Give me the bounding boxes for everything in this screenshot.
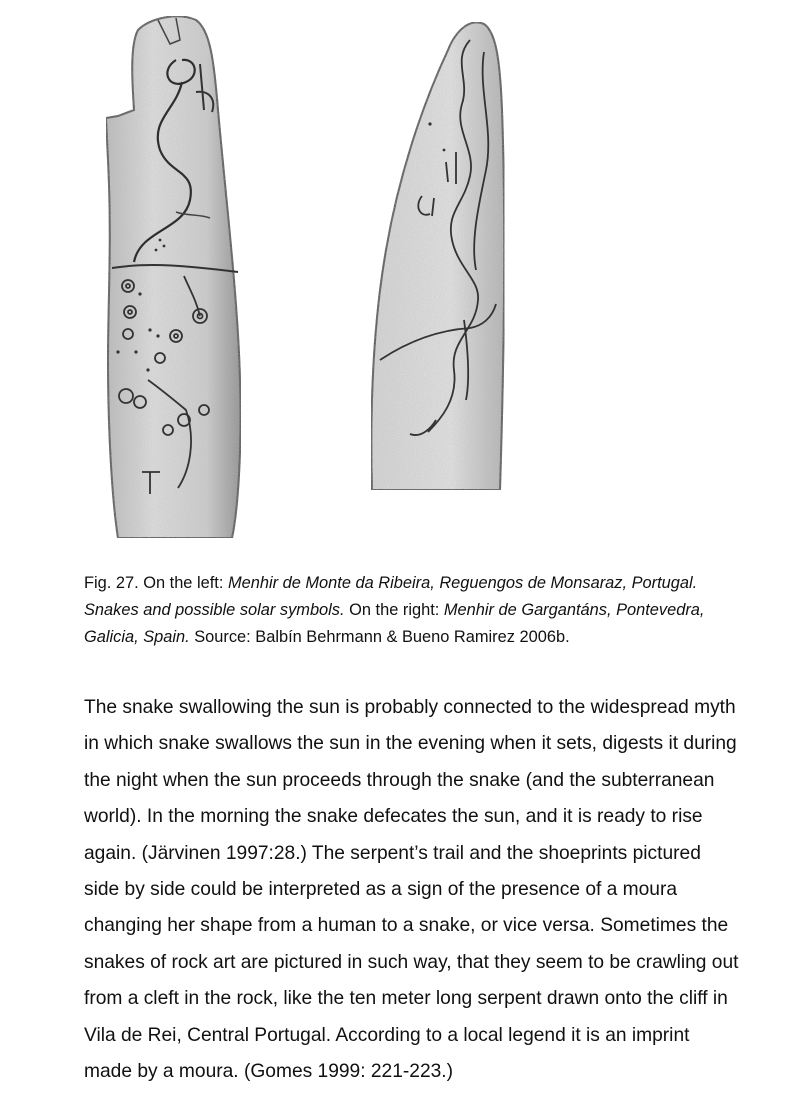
caption-right-label: On the right: [344, 601, 444, 619]
caption-label: Fig. 27. On the left: [84, 574, 228, 592]
paragraph-line: snakes of rock art are pictured in such way, that they seem to be crawling out [84, 951, 739, 973]
body-paragraph [84, 690, 800, 1090]
paragraph-line: again. (Järvinen 1997:28.) The serpent’s trail and the shoeprints pictured [84, 842, 701, 864]
paragraph-line: world). In the morning the snake defecates the sun, and it is ready to rise [84, 806, 703, 828]
caption-right-location: Galicia, Spain. [84, 628, 190, 646]
paragraph-line: The snake swallowing the sun is probably connected to the widespread myth [84, 697, 736, 718]
paragraph-line: changing her shape from a human to a snake, or vice versa. Sometimes the [84, 915, 729, 937]
paragraph-line: in which snake swallows the sun in the evening when it sets, digests it during [84, 733, 737, 755]
paragraph-line: made by a moura. (Gomes 1999: 221-223.) [84, 1061, 454, 1083]
caption-right-title: Menhir de Gargantáns, Pontevedra, [443, 601, 705, 619]
caption-line-3 [84, 624, 800, 651]
figure-caption [84, 570, 800, 651]
caption-left-desc: Snakes and possible solar symbols. [84, 601, 345, 619]
caption-line-1 [84, 570, 800, 597]
caption-line-2 [84, 597, 800, 624]
paragraph-line: the night when the sun proceeds through the snake (and the subterranean [84, 769, 715, 791]
paragraph-line: side by side could be interpreted as a sign of the presence of a moura [84, 879, 678, 901]
paragraph-line: Vila de Rei, Central Portugal. According to a local legend it is an imprint [84, 1024, 690, 1046]
menhir-monte-da-ribeira [106, 16, 241, 538]
paragraph-line: from a cleft in the rock, like the ten meter long serpent drawn onto the cliff in [84, 988, 728, 1010]
caption-left-title: Menhir de Monte da Ribeira, Reguengos de Monsaraz, Portugal. [227, 574, 698, 592]
caption-source: Source: Balbín Behrmann & Bueno Ramirez 2006b. [189, 628, 570, 646]
menhir-de-gargantans [371, 22, 504, 490]
